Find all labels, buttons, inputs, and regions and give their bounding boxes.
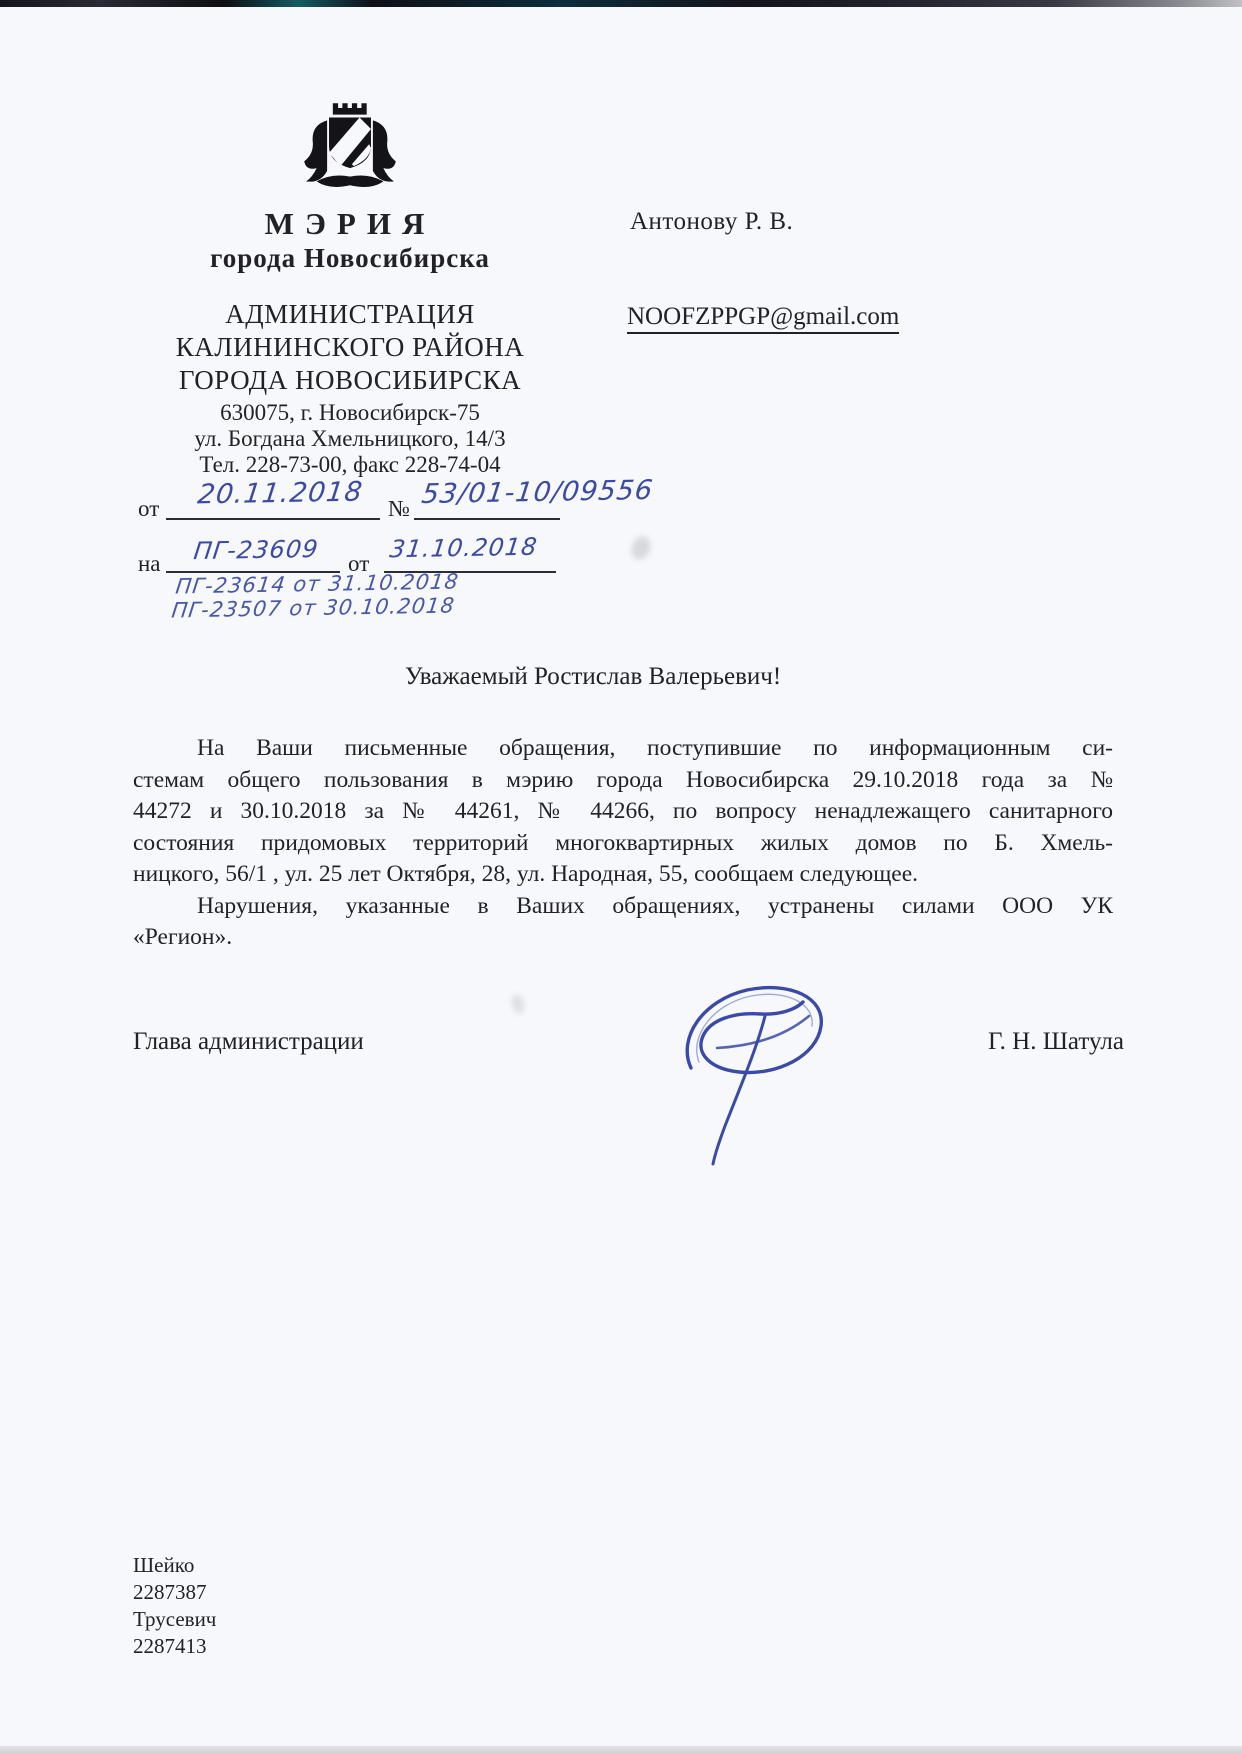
scan-smudge <box>628 534 653 563</box>
body-line: На Ваши письменные обращения, поступившие по информационным си- <box>197 735 1113 761</box>
body-line: стемам общего пользования в мэрию города Новосибирска 29.10.2018 года за № <box>133 766 1113 793</box>
signatory-position-title: Глава администрации <box>133 1028 364 1055</box>
department-line1: АДМИНИСТРАЦИЯ <box>225 299 475 329</box>
ref-number-handwritten: 53/01-10/09556 <box>419 474 656 511</box>
org-street-address: ул. Богдана Хмельницкого, 14/3 <box>194 426 506 451</box>
department-line2: КАЛИНИНСКОГО РАЙОНА <box>175 332 525 362</box>
org-name-line1: МЭРИЯ <box>264 206 436 241</box>
addressee-name: Антонову Р. В. <box>630 208 794 235</box>
reply-date-handwritten: 31.10.2018 <box>388 532 540 564</box>
department-line3: ГОРОДА НОВОСИБИРСКА <box>178 365 522 395</box>
org-phone-fax: Тел. 228-73-00, факс 228-74-04 <box>199 452 501 477</box>
scan-edge-artifact-bottom <box>0 1746 1242 1754</box>
department-name <box>110 298 590 397</box>
reply-number-handwritten: ПГ-23609 <box>192 534 321 566</box>
reply-to-label: на <box>138 551 161 576</box>
org-contact-block <box>110 400 590 478</box>
body-line: Нарушения, указанные в Ваших обращениях, устранены силами ООО УК <box>197 892 1113 919</box>
ref-date-handwritten: 20.11.2018 <box>195 476 365 511</box>
letter-body <box>133 733 1113 954</box>
novosibirsk-coat-of-arms-icon <box>288 100 412 198</box>
field-underline <box>414 518 560 520</box>
ref-number-label: № <box>388 496 410 521</box>
org-postal-address: 630075, г. Новосибирск-75 <box>220 400 480 425</box>
executor-phone: 2287413 <box>133 1634 207 1658</box>
body-line: ницкого, 56/1 , ул. 25 лет Октября, 28, ул. Народная, 55, сообщаем следующее. <box>133 861 919 887</box>
scan-smudge <box>510 993 527 1015</box>
letterhead <box>110 100 590 478</box>
ref-from-label: от <box>138 496 160 521</box>
org-name-line2: города Новосибирска <box>210 243 490 273</box>
body-line: состояния придомовых территорий многоквартирных жилых домов по Б. Хмель- <box>133 829 1113 856</box>
addressee-email: NOOFZPPGP@gmail.com <box>627 303 899 334</box>
executor-contacts <box>133 1552 216 1660</box>
executor-name: Шейко <box>133 1553 195 1577</box>
executor-phone: 2287387 <box>133 1580 207 1604</box>
salutation: Уважаемый Ростислав Валерьевич! <box>404 663 782 690</box>
signatory-name: Г. Н. Шатула <box>988 1028 1124 1055</box>
field-underline <box>166 518 380 520</box>
extra-reference-line-1: ПГ-23614 от 31.10.2018 <box>174 569 461 599</box>
executor-name: Трусевич <box>133 1607 217 1631</box>
handwritten-signature <box>668 972 840 1172</box>
reply-from-label: от <box>348 551 370 576</box>
extra-reference-line-2: ПГ-23507 от 30.10.2018 <box>170 593 457 623</box>
body-line: 44272 и 30.10.2018 за № 44261, № 44266, по вопросу ненадлежащего санитарного <box>133 798 1113 824</box>
scan-edge-artifact-top <box>0 0 1242 7</box>
body-line: «Регион». <box>133 924 233 950</box>
